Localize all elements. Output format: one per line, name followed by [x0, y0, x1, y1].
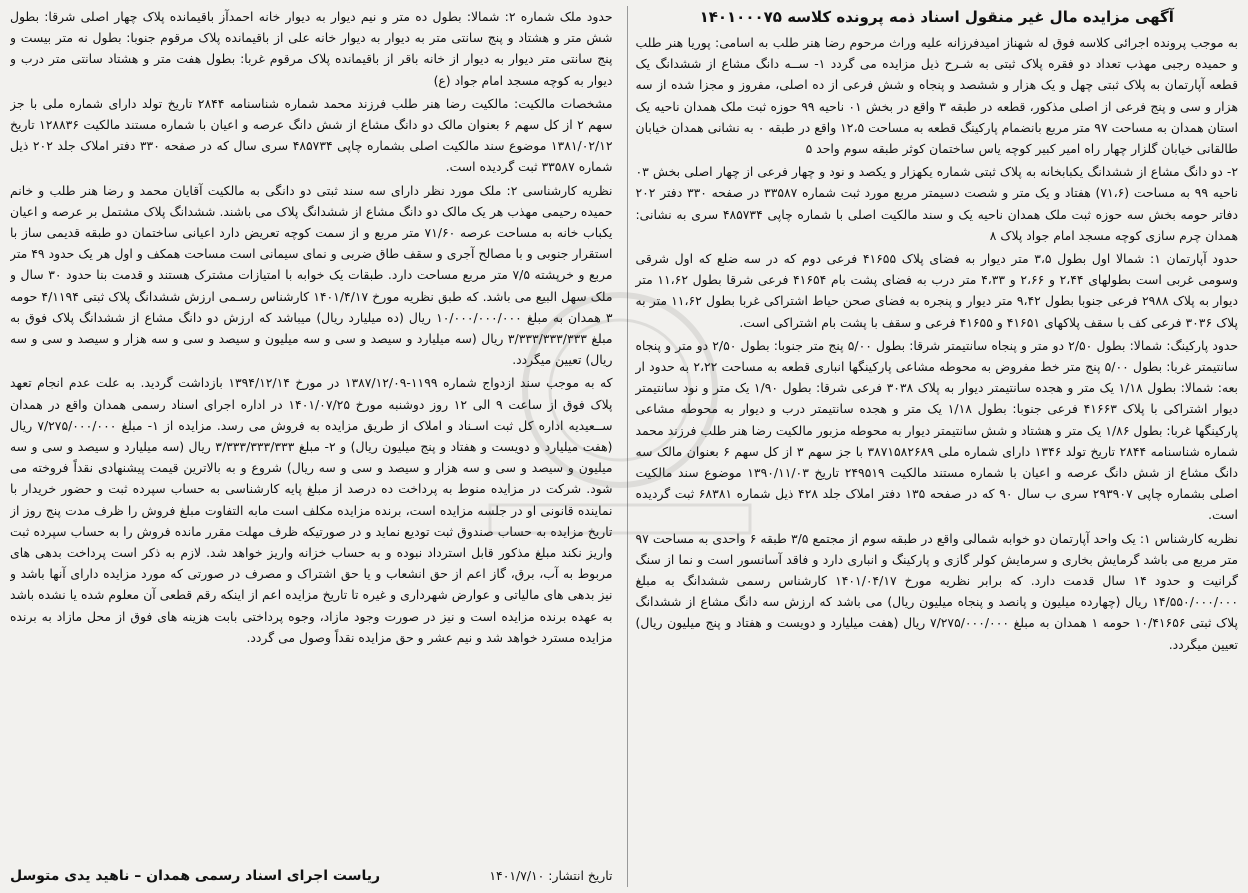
notice-paragraph: حدود پارکینگ: شمالا: بطول ۲/۵۰ دو متر و پنجاه سانتیمتر شرقا: بطول ۵/۰۰ پنج متر جنوبا: بطول ۲/۵۰ دو متر و پنجاه سانتیمتر غربا: بطول ۵/۰۰ پنج متر خط مفروض به محوطه مشاعی پارکینگها انباری قطعه به مساحت ۲،۲۲ به حدود ار بعه: شمالا: بطول ۱/۱۸ یک متر و هجده سانتیمتر دیوار به پلاک ۳۰۳۸ فرعی شرقا: بطول ۱/۹۰ یک متر و نود سانتیمتر دیوار اشتراکی با پلاک ۴۱۶۶۳ فرعی جنوبا: بطول ۱/۱۸ یک متر و هجده سانتیمتر درب و دیوار به محوطه مشاعی پارکینگها غربا: بطول ۱/۸۶ یک متر و هشتاد و شش سانتیمتر دیوار به محوطه مزبور مالکیت رضا هنر طلب فرزند محمد شماره شناسنامه ۲۸۴۴ تاریخ تولد ۱۳۴۶ دارای شماره ملی ۳۸۷۱۵۸۲۶۸۹ با جز سهم ۳ از کل سهم ۶ بعنوان مالک سه دانگ مشاع از شش دانگ عرصه و اعیان با شماره مستند مالکیت ۲۴۹۵۱۹ تاریخ ۱۳۹۰/۱۱/۰۳ موضوع سند مالکیت اصلی بشماره چاپی ۲۹۳۹۰۷ سری ب سال ۹۰ که در صفحه ۱۳۵ دفتر املاک جلد ۴۲۸ ذیل شماره ۶۸۳۸۱ ثبت گردیده است. [635, 337, 1238, 523]
notice-right-column [627, 6, 1239, 887]
signature: ریاست اجرای اسناد رسمی همدان – ناهید یدی متوسل [10, 868, 381, 884]
notice-paragraph: به موجب پرونده اجرائی کلاسه فوق له شهناز امیدفرزانه علیه وراث مرحوم رضا هنر طلب به اسامی: پوریا هنر طلب و حمیده رجبی مهذب تعداد دو فقره پلاک ثبتی به شـرح ذیل مزایده می گردد ۱- ســه دانگ مشاع از ششدانگ یک قطعه آپارتمان به پلاک ثبتی چهل و یک هزار و ششصد و پنجاه و شش فرعی از ده اصلی، مفروز و مجزا شده از سه هزار و سی و پنج فرعی از اصلی مذکور، قطعه در طبقه ۳ واقع در بخش ۰۱ ناحیه ۹۹ حوزه ثبت ملک همدان ناحیه یک استان همدان به مساحت ۹۷ متر مربع بانضمام پارکینگ قطعه به مساحت ۱۲،۵ واقع در طبقه ۰ به نشانی همدان خیابان طالقانی خیابان گلزار چهار راه امیر کبیر کوچه یاس ساختمان کوثر طبقه سوم واحد ۵ [635, 35, 1238, 157]
publish-date: تاریخ انتشار: ۱۴۰۱/۷/۱۰ [489, 868, 613, 883]
notice-paragraph: نظریه کارشناسی ۲: ملک مورد نظر دارای سه سند ثبتی دو دانگی به مالکیت آقایان محمد و رضا هنر طلب و خانم حمیده رحیمی مهذب هر یک مالک دو دانگ مشاع از ششدانگ پلاک می باشند. ششدانگ پلاک مشتمل بر عرصه و اعیان یکباب خانه به مساحت عرصه ۷۱/۶۰ متر مربع و از سمت کوچه تعریض دارد اعیانی ساختمان دو طبقه قدیمی ساز با استقرار جنوبی و با مصالح آجری و سقف طاق ضربی و نمای سیمانی است مساحت همکف و اول هر یک حدود ۴۹ متر مربع و خرپشته ۷/۵ متر مربع مساحت دارد. طبقات یک خوابه با امتیازات مشترک هستند و قدمت بنا حدود ۳۰ سال و ملک سهل البیع می باشد. که طبق نظریه مورخ ۱۴۰۱/۴/۱۷ کارشناس رسـمی ارزش ششدانگ پلاک ثبتی ۴/۱۱۹۴ حومه ۳ همدان به مبلغ ۱۰/۰۰۰/۰۰۰/۰۰۰ ریال (ده میلیارد ریال) میباشد که ارزش دو دانگ مشاع از ششدانگ پلاک فوق به مبلغ ۳/۳۳۳/۳۳۳/۳۳۳ ریال (سه میلیارد و سیصد و سی و سه میلیون و سیصد و سی و سه هزار و سیصد و سی و سه ریال) تعیین میگردد. [10, 182, 613, 368]
notice-title: آگهی مزایده مال غیر منقول اسناد ذمه پرونده کلاسه ۱۴۰۱۰۰۰۷۵ [699, 8, 1174, 26]
notice-paragraph: حدود ملک شماره ۲: شمالا: بطول ده متر و نیم دیوار به دیوار خانه احمدآز باقیمانده پلاک چهار اصلی شرقا: بطول شش متر و هشتاد و پنج سانتی متر به دیوار به دیوار خانه علی از باقیمانده پلاک مرقوم جنوبا: بطول نه متر بیست و پنج سانتی متر دیوار به دیوار از خانه باقر از باقیمانده پلاک مرقوم غربا: بطول هفت متر و هشتاد سانتی متر درب و دیوار به کوچه مسجد امام جواد (ع) [10, 9, 613, 88]
notice-footer [10, 863, 613, 887]
notice-left-column [10, 6, 613, 887]
notice-paragraph: حدود آپارتمان ۱: شمالا اول بطول ۳،۵ متر دیوار به فضای پلاک ۴۱۶۵۵ فرعی دوم که در سه ضلع که اول شرقی وسومی غربی است بطولهای ۲،۴۴ و ۲،۶۶ و ۴،۳۳ متر درب به فضای پشت بام ۴۱۶۵۴ فرعی شرقا بطول ۱۱،۶۲ متر دیوار به پلاک ۲۹۸۸ فرعی جنوبا بطول ۹،۴۲ متر دیوار و پنجره به فضای صحن حیاط اشتراکی غربا بطول ۱۱،۶۲ متر به پلاک ۳۰۳۶ فرعی کف با سقف پلاکهای ۴۱۶۵۱ و ۴۱۶۵۵ فرعی و سقف با پشت بام اشتراکی است. [635, 251, 1238, 330]
notice-paragraph: که به موجب سند ازدواج شماره ۱۱۹۹-۱۳۸۷/۱۲/۰۹ در مورخ ۱۳۹۴/۱۲/۱۴ بازداشت گردید. به علت عدم انجام تعهد پلاک فوق از ساعت ۹ الی ۱۲ روز دوشنبه مورخ ۱۴۰۱/۰۷/۲۵ در اداره اجرای اسناد رسمی همدان واقع در همدان ســعیدیه اداره کل ثبت اسـناد و املاک از طریق مزایده به فروش می رسد. مزایده از ۱- مبلغ ۷/۲۷۵/۰۰۰/۰۰۰ ریال (هفت میلیارد و دویست و هفتاد و پنج میلیون ریال) و ۲- مبلغ ۳/۳۳۳/۳۳۳/۳۳۳ ریال (سه میلیارد و سیصد و سی و سه میلیون و سیصد و سی و سه هزار و سیصد و سی و سه ریال) شروع و به بالاترین قیمت پیشنهادی نقداً فروخته می شود. شرکت در مزایده منوط به پرداخت ده درصد از مبلغ پایه کارشناسی به حساب سپرده ثبت و حضور خریدار با نماینده قانونی او در جلسه مزایده است، برنده مزایده مکلف است مابه التفاوت مبلغ فروش را ظرف مدت پنج روز از تاریخ مزایده به حساب صندوق ثبت تودیع نماید و در صورتیکه ظرف مهلت مقرر مانده فروش را به حساب سپرده ثبت واریز نکند مبلغ مذکور قابل استرداد نبوده و به حساب خزانه واریز خواهد شد. لازم به ذکر است پرداخت بدهی های مربوط به آب، برق، گاز اعم از حق انشعاب و یا حق اشتراک و مصرف در صورتی که مورد مزایده دارای آنها باشد و نیز بدهی های مالیاتی و عوارض شهرداری و غیره تا تاریخ مزایده اعم از اینکه رقم قطعی آن معلوم شده یا نشده باشد به عهده برنده مزایده است و نیز در صورت وجود مازاد، وجوه پرداختی بابت هزینه های فوق از محل مازاد به برنده مزایده مسترد خواهد شد و نیم عشر و حق مزایده نقداً وصول می گردد. [10, 375, 613, 645]
notice-paragraph: نظریه کارشناس ۱: یک واحد آپارتمان دو خوابه شمالی واقع در طبقه سوم از مجتمع ۳/۵ طبقه ۶ واحدی به مساحت ۹۷ متر مربع می باشد گرمایش بخاری و سرمایش کولر گازی و پارکینگ و انباری دارد و فاقد آسانسور است و نما از سنگ گرانیت و حدود ۱۴ سال قدمت دارد. که برابر نظریه مورخ ۱۴۰۱/۰۴/۱۷ کارشناس رسمی ششدانگ به مبلغ ۱۴/۵۵۰/۰۰۰/۰۰۰ ریال (چهارده میلیون و پانصد و پنجاه میلیون ریال) می باشد که ارزش سه دانگ مشاع از ششدانگ پلاک ثبتی ۱۰/۴۱۶۵۶ حومه ۱ همدان به مبلغ ۷/۲۷۵/۰۰۰/۰۰۰ ریال (هفت میلیارد و دویست و هفتاد و پنج میلیون ریال) تعیین میگردد. [635, 530, 1238, 652]
notice-paragraph: مشخصات مالکیت: مالکیت رضا هنر طلب فرزند محمد شماره شناسنامه ۲۸۴۴ تاریخ تولد دارای شماره ملی با جز سهم ۲ از کل سهم ۶ بعنوان مالک دو دانگ مشاع از شش دانگ عرصه و اعیان با شماره مستند مالکیت ۱۲۸۸۳۶ تاریخ ۱۳۸۱/۰۲/۱۲ موضوع سند مالکیت اصلی بشماره چاپی ۴۸۵۷۳۴ سری سال که در صفحه ۳۳۰ دفتر املاک جلد ۲۰۲ ذیل شماره ۳۳۵۸۷ ثبت گردیده است. [10, 95, 613, 175]
notice-paragraph: ۲- دو دانگ مشاع از ششدانگ یکبابخانه به پلاک ثبتی شماره یکهزار و یکصد و نود و چهار فرعی از چهار اصلی بخش ۰۳ ناحیه ۹۹ به مساحت (۷۱،۶) هفتاد و یک متر و شصت دسیمتر مربع مورد ثبت شماره ۳۳۵۸۷ در صفحه ۳۳۰ دفتر ۲۰۲ دفاتر حومه بخش سه حوزه ثبت ملک همدان ناحیه یک و سند مالکیت اصلی با شماره چاپی ۴۸۵۷۳۴ سری به نشانی: همدان چرم سازی کوچه مسجد امام جواد پلاک ۸ [635, 164, 1238, 243]
